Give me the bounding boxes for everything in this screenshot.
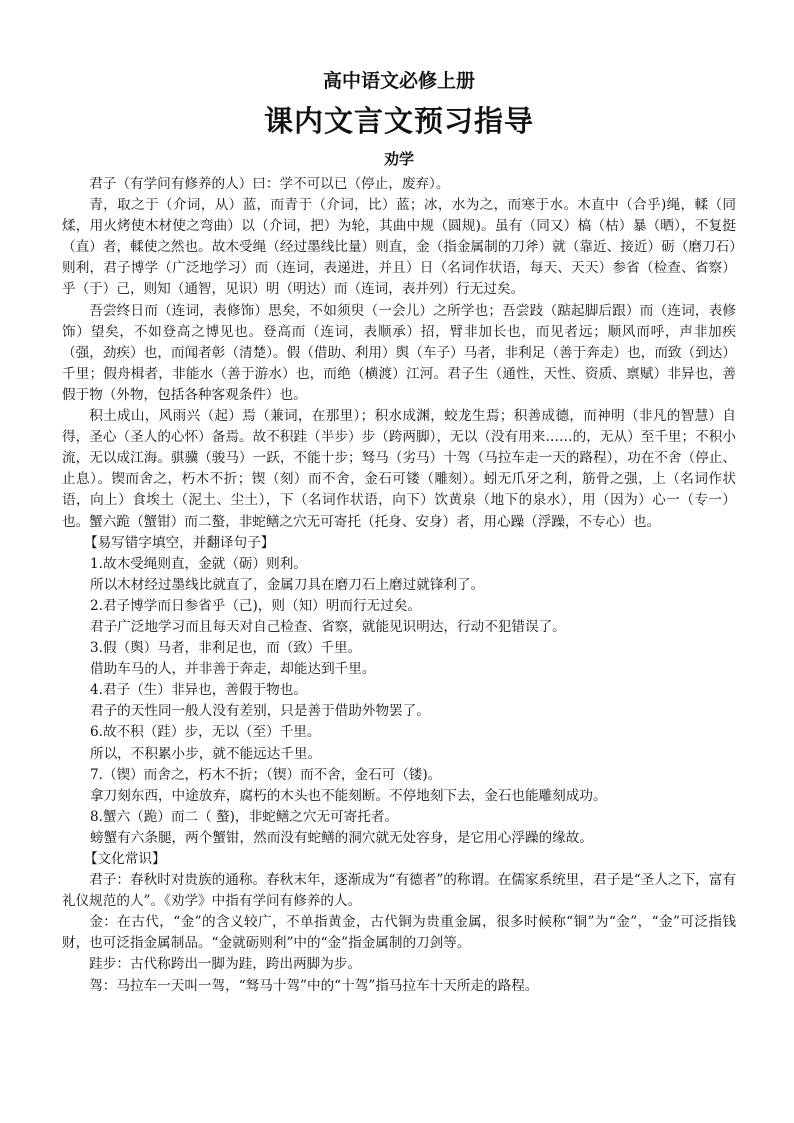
passage-paragraph: 积土成山，风雨兴（起）焉（兼词，在那里）；积水成渊，蛟龙生焉；积善成德，而神明（非凡的智慧）自得，圣心（圣人的心怀）备焉。故不积跬（半步）步（跨两脚），无以（没有用来……的，无从）至千里；不积小流，无以成江海。骐骥（骏马）一跃，不能十步；驽马（劣马）十驾（马拉车走一天的路程），功在不舍（停止、止息）。锲而舍之，朽木不折；锲（刻）而不舍，金石可镂（雕刻）。蚓无爪牙之利，筋骨之强，上（名词作状语，向上）食埃土（泥土、尘土），下（名词作状语，向下）饮黄泉（地下的泉水），用（因为）心一（专一）也。蟹六跪（蟹钳）而二螯，非蛇鳝之穴无可寄托（托身、安身）者，用心躁（浮躁，不专心）也。 <box>62 408 736 530</box>
culture-heading: 【文化常识】 <box>84 851 166 867</box>
exercise-question: 6.故不积（跬）步，无以（至）千里。 <box>90 724 321 741</box>
exercise-answer: 君子广泛地学习而且每天对自己检查、省察，就能见识明达，行动不犯错误了。 <box>90 618 566 635</box>
culture-note: 金：在古代，“金”的含义较广，不单指黄金，古代铜为贵重金属，很多时候称“铜”为“金”，“金”可泛指钱财，也可泛指金属制品。“金就砺则利”中的“金”指金属制的刀剑等。 <box>62 914 736 952</box>
exercise-question: 3.假（舆）马者，非利足也，而（致）千里。 <box>90 640 362 657</box>
exercise-question: 4.君子（生）非异也，善假于物也。 <box>90 682 307 699</box>
exercise-heading: 【易写错字填空，并翻译句子】 <box>84 534 275 551</box>
passage-paragraph: 青，取之于（介词，从）蓝，而青于（介词，比）蓝；冰，水为之，而寒于水。木直中（合乎)绳，輮（同煣，用火烤使木材使之弯曲）以（介词，把）为轮，其曲中规（圆规)。虽有（同又）槁（枯）暴（晒），不复挺（直）者，輮使之然也。故木受绳（经过墨线比量）则直，金（指金属制的刀斧）就（靠近、接近）砺（磨刀石）则利，君子博学（广泛地学习）而（连词，表递进，并且）日（名词作状语，每天、天天）参省（检查、省察）乎（于）己，则知（通智，见识）明（明达）而（连词，表并列）行无过矣。 <box>62 197 736 298</box>
exercise-answer: 所以，不积累小步，就不能远达千里。 <box>90 745 322 762</box>
culture-note: 驾：马拉车一天叫一驾，“驽马十驾”中的“十驾”指马拉车十天所走的路程。 <box>89 977 539 994</box>
exercise-answer: 借助车马的人，并非善于奔走，却能达到千里。 <box>90 661 376 678</box>
exercise-answer: 所以木材经过墨线比就直了，金属刀具在磨刀石上磨过就锋利了。 <box>90 576 485 593</box>
document-title: 课内文言文预习指导 <box>263 104 534 138</box>
culture-note: 君子：春秋时对贵族的通称。春秋末年，逐渐成为“有德者”的称谓。在儒家系统里，君子是“圣人之下，富有礼仪规范的人”。《劝学》中指有学问有修养的人。 <box>62 872 736 910</box>
culture-note: 跬步：古代称跨出一脚为跬，跨出两脚为步。 <box>89 956 362 973</box>
document-body <box>62 174 736 997</box>
exercise-question: 7.（锲）而舍之，朽木不折；（锲）而不舍，金石可（镂)。 <box>90 766 442 783</box>
exercise-question: 8.蟹六（跪）而二（ 螯)，非蛇鳝之穴无可寄托者。 <box>90 808 399 825</box>
exercise-question: 1.故木受绳则直，金就（砺）则利。 <box>90 555 307 572</box>
exercise-answer: 拿刀刻东西，中途放弃，腐朽的木头也不能刻断。不停地刻下去，金石也能雕刻成功。 <box>90 787 607 804</box>
exercise-answer: 螃蟹有六条腿，两个蟹钳，然而没有蛇鳝的洞穴就无处容身，是它用心浮躁的缘故。 <box>90 829 593 846</box>
passage-paragraph: 君子（有学问有修养的人）曰：学不可以已（停止，废弃）。 <box>89 176 450 192</box>
course-title: 高中语文必修上册 <box>322 70 475 92</box>
exercise-question: 2.君子博学而日参省乎（己)，则（知）明而行无过矣。 <box>90 597 421 614</box>
passage-paragraph: 吾尝终日而（连词，表修饰）思矣，不如须臾（一会儿）之所学也；吾尝跂（踮起脚后跟）而（连词，表修饰）望矣，不如登高之博见也。登高而（连词，表顺承）招，臂非加长也，而见者远；顺风而呼，声非加疾（强，劲疾）也，而闻者彰（清楚）。假（借助、利用）舆（车子）马者，非利足（善于奔走）也，而致（到达）千里；假舟楫者，非能水（善于游水）也，而绝（横渡）江河。君子生（通性，天性、资质、禀赋）非异也，善假于物（外物，包括各种客观条件）也。 <box>62 302 736 403</box>
exercise-answer: 君子的天性同一般人没有差别，只是善于借助外物罢了。 <box>90 703 430 720</box>
lesson-title: 劝学 <box>383 150 414 168</box>
